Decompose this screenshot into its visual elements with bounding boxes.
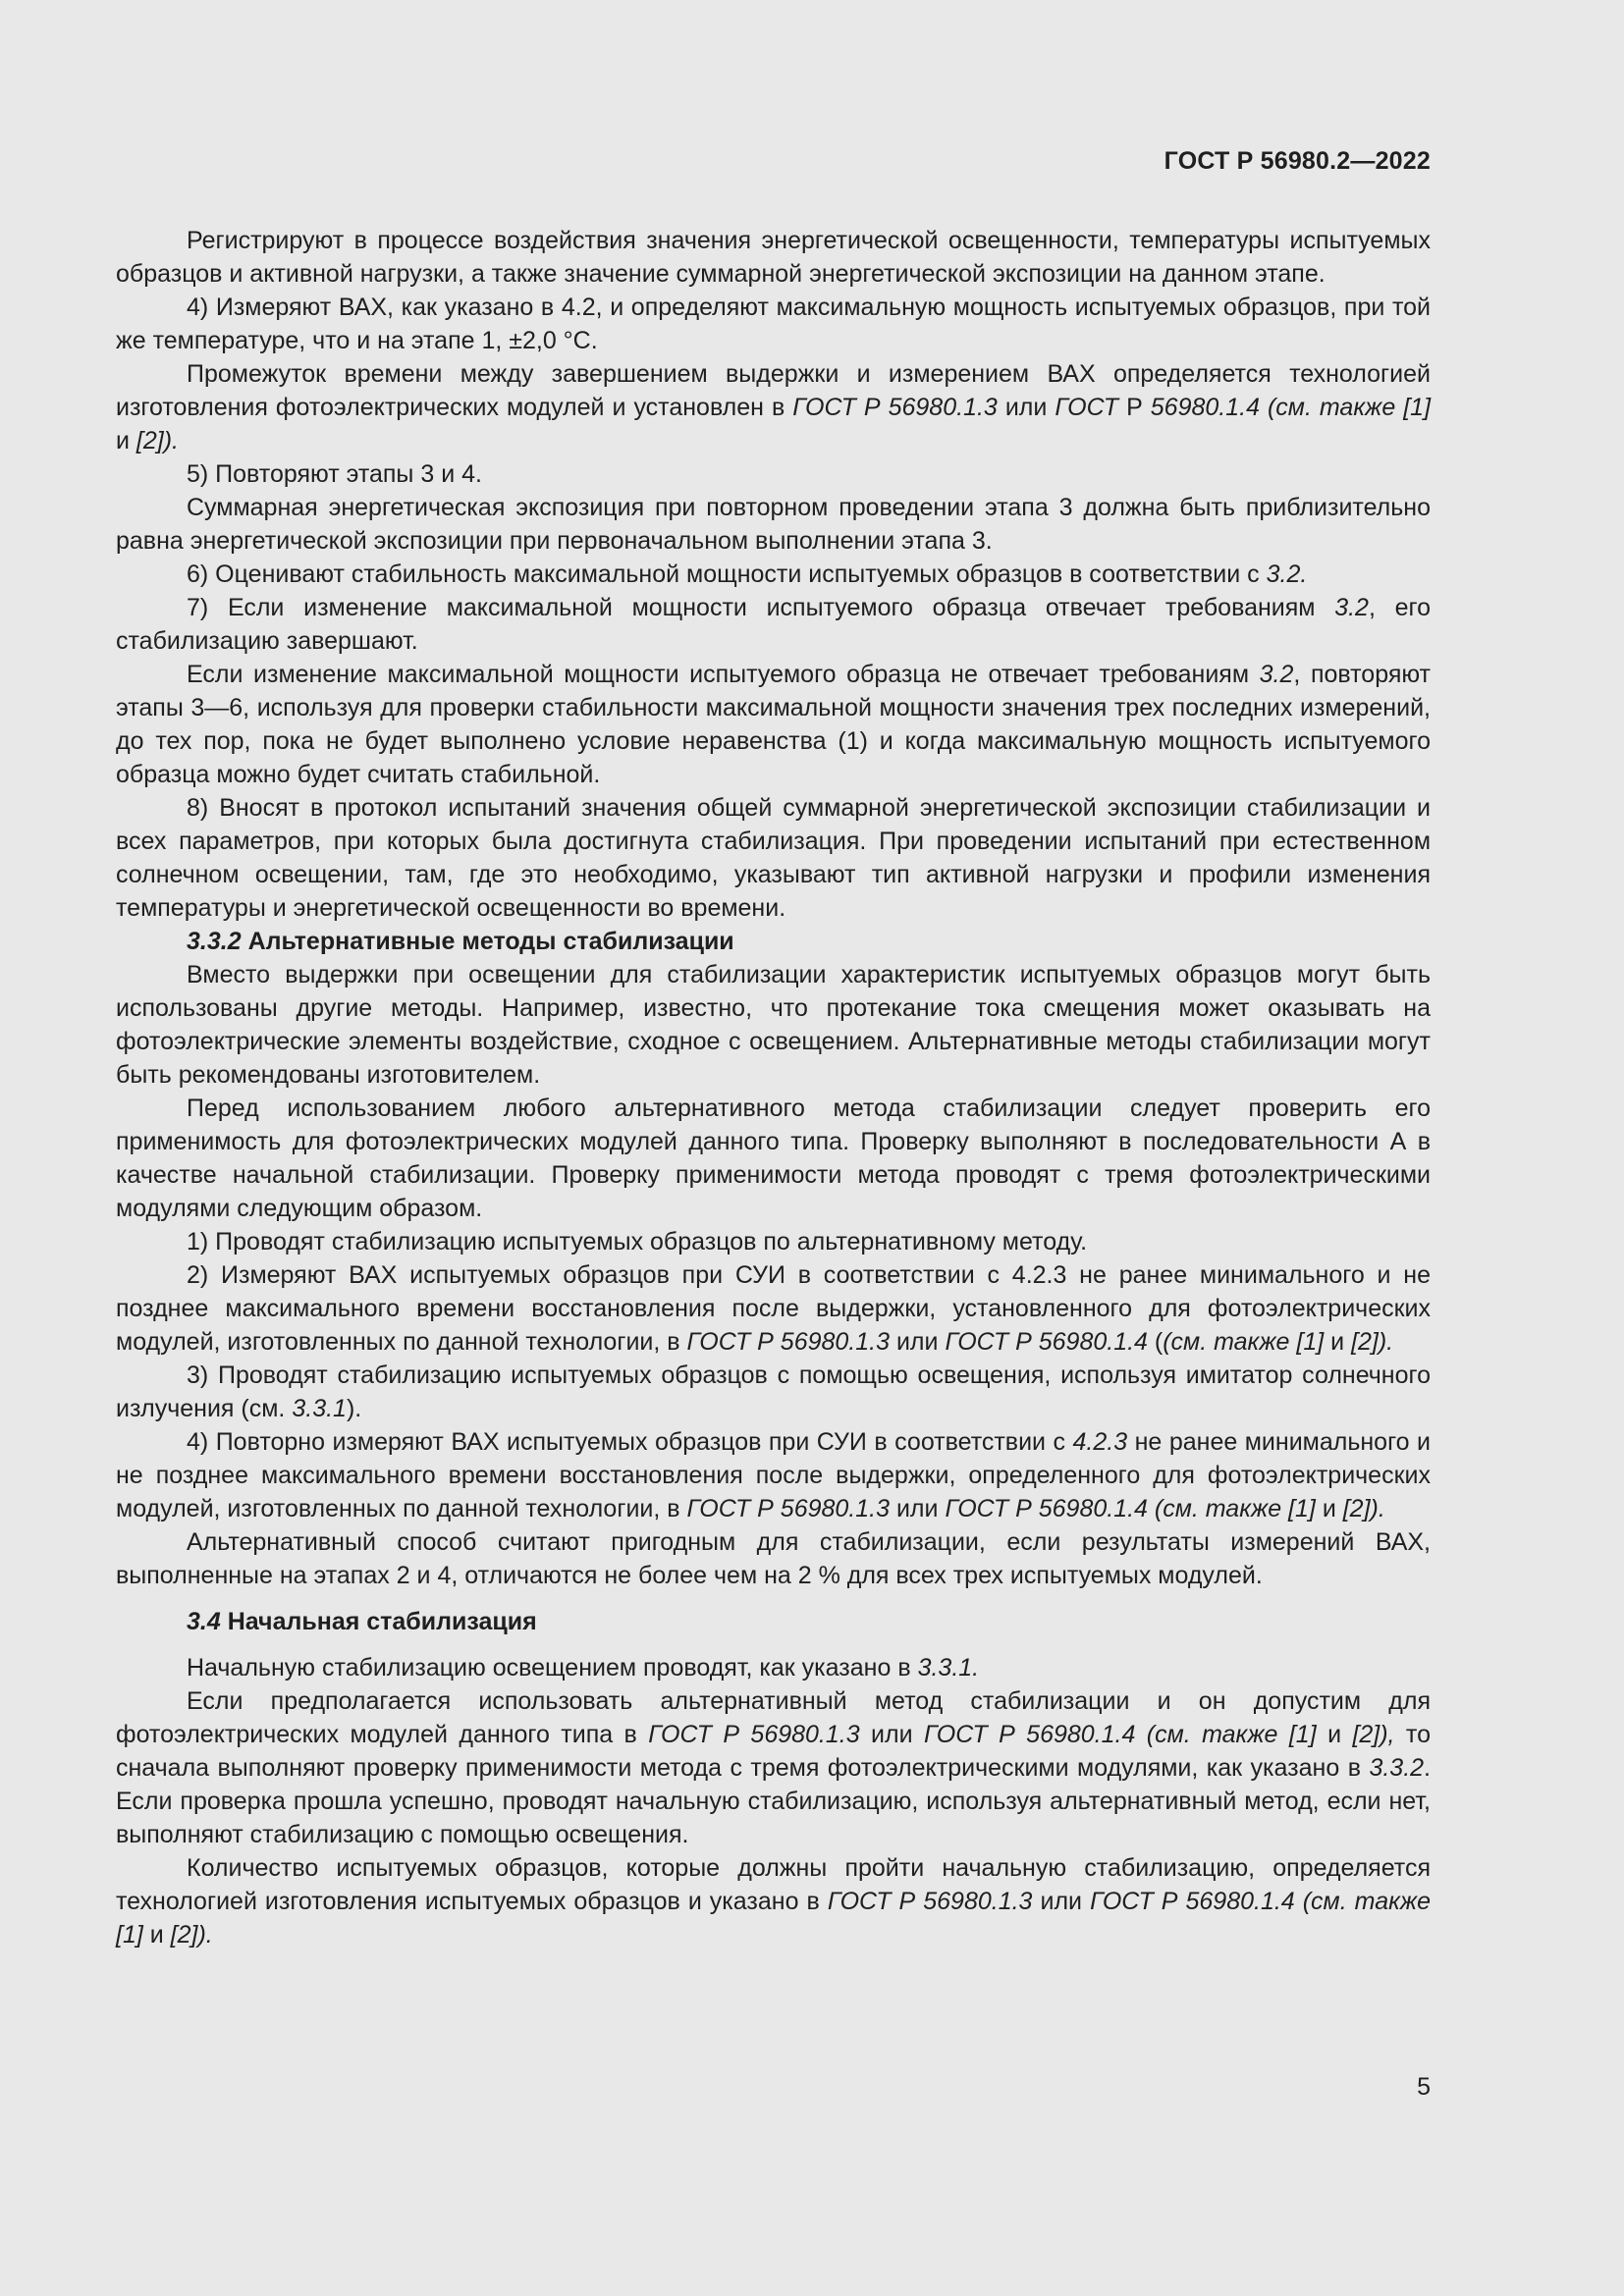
paragraph: Промежуток времени между завершением выдержки и измерением ВАХ определяется технологией изготовления фотоэлектрических модулей и установлен в ГОСТ Р 56980.1.3 или ГОСТ Р 56980.1.4 (см. также [1] и [2]). bbox=[116, 360, 1432, 454]
paragraph: Альтернативный способ считают пригодным для стабилизации, если результаты измерений ВАХ, выполненные на этапах 2 и 4, отличаются не более чем на 2 % для всех трех испытуемых модулей. bbox=[116, 1528, 1431, 1589]
paragraph: 5) Повторяют этапы 3 и 4. bbox=[187, 460, 482, 488]
paragraph: 4) Измеряют ВАХ, как указано в 4.2, и определяют максимальную мощность испытуемых образцов, при той же температуре, что и на этапе 1, ±2,0 °С. bbox=[116, 294, 1431, 354]
paragraph: Если изменение максимальной мощности испытуемого образца не отвечает требованиям 3.2, повторяют этапы 3—6, используя для проверки стабильности максимальной мощности значения трех последних измерений, до тех пор, пока не будет выполнено условие неравенства (1) и когда максимальную мощность испытуемого образца можно будет считать стабильной. bbox=[116, 661, 1432, 788]
paragraph: 6) Оценивают стабильность максимальной мощности испытуемых образцов в соответствии с 3.2. bbox=[187, 561, 1308, 588]
section-heading-3-3-2: 3.3.2 Альтернативные методы стабилизации bbox=[187, 928, 734, 955]
paragraph: 3) Проводят стабилизацию испытуемых образцов с помощью освещения, используя имитатор солнечного излучения (см. 3.3.1). bbox=[116, 1362, 1431, 1422]
page-number: 5 bbox=[1417, 2073, 1431, 2101]
paragraph: 7) Если изменение максимальной мощности испытуемого образца отвечает требованиям 3.2, его стабилизацию завершают. bbox=[116, 594, 1431, 655]
paragraph: Если предполагается использовать альтернативный метод стабилизации и он допустим для фотоэлектрических модулей данного типа в ГОСТ Р 56980.1.3 или ГОСТ Р 56980.1.4 (см. также [1] и [2]), то сначала выполняют проверку применимости метода с тремя фотоэлектрическими модулями, как указано в 3.3.2. Если проверка прошла успешно, проводят начальную стабилизацию, используя альтернативный метод, если нет, выполняют стабилизацию с помощью освещения. bbox=[116, 1687, 1431, 1848]
paragraph: 8) Вносят в протокол испытаний значения общей суммарной энергетической экспозиции стабилизации и всех параметров, при которых была достигнута стабилизация. При проведении испытаний при естественном солнечном освещении, там, где это необходимо, указывают тип активной нагрузки и профили изменения температуры и энергетической освещенности во времени. bbox=[116, 794, 1431, 922]
paragraph: Количество испытуемых образцов, которые должны пройти начальную стабилизацию, определяется технологией изготовления испытуемых образцов и указано в ГОСТ Р 56980.1.3 или ГОСТ Р 56980.1.4 (см. также [1] и [2]). bbox=[116, 1854, 1432, 1949]
paragraph: Суммарная энергетическая экспозиция при повторном проведении этапа 3 должна быть приблизительно равна энергетической экспозиции при первоначальном выполнении этапа 3. bbox=[116, 494, 1431, 555]
paragraph: Перед использованием любого альтернативного метода стабилизации следует проверить его применимость для фотоэлектрических модулей данного типа. Проверку выполняют в последовательности А в качестве начальной стабилизации. Проверку применимости метода проводят с тремя фотоэлектрическими модулями следующим образом. bbox=[116, 1095, 1431, 1222]
paragraph: 1) Проводят стабилизацию испытуемых образцов по альтернативному методу. bbox=[187, 1228, 1088, 1255]
paragraph: 4) Повторно измеряют ВАХ испытуемых образцов при СУИ в соответствии с 4.2.3 не ранее минимального и не позднее максимального времени восстановления после выдержки, определенного для фотоэлектрических модулей, изготовленных по данной технологии, в ГОСТ Р 56980.1.3 или ГОСТ Р 56980.1.4 (см. также [1] и [2]). bbox=[116, 1428, 1431, 1522]
paragraph: Вместо выдержки при освещении для стабилизации характеристик испытуемых образцов могут быть использованы другие методы. Например, известно, что протекание тока смещения может оказывать на фотоэлектрические элементы воздействие, сходное с освещением. Альтернативные методы стабилизации могут быть рекомендованы изготовителем. bbox=[116, 961, 1431, 1089]
section-heading-3-4: 3.4 Начальная стабилизация bbox=[187, 1608, 537, 1635]
paragraph: 2) Измеряют ВАХ испытуемых образцов при СУИ в соответствии с 4.2.3 не ранее минимального и не позднее максимального времени восстановления после выдержки, установленного для фотоэлектрических модулей, изготовленных по данной технологии, в ГОСТ Р 56980.1.3 или ГОСТ Р 56980.1.4 ((см. также [1] и [2]). bbox=[116, 1261, 1431, 1356]
document-header: ГОСТ Р 56980.2—2022 bbox=[1164, 147, 1431, 175]
paragraph: Начальную стабилизацию освещением проводят, как указано в 3.3.1. bbox=[187, 1654, 980, 1682]
document-body bbox=[116, 224, 1431, 1951]
paragraph: Регистрируют в процессе воздействия значения энергетической освещенности, температуры испытуемых образцов и активной нагрузки, а также значение суммарной энергетической экспозиции на данном этапе. bbox=[116, 227, 1431, 288]
